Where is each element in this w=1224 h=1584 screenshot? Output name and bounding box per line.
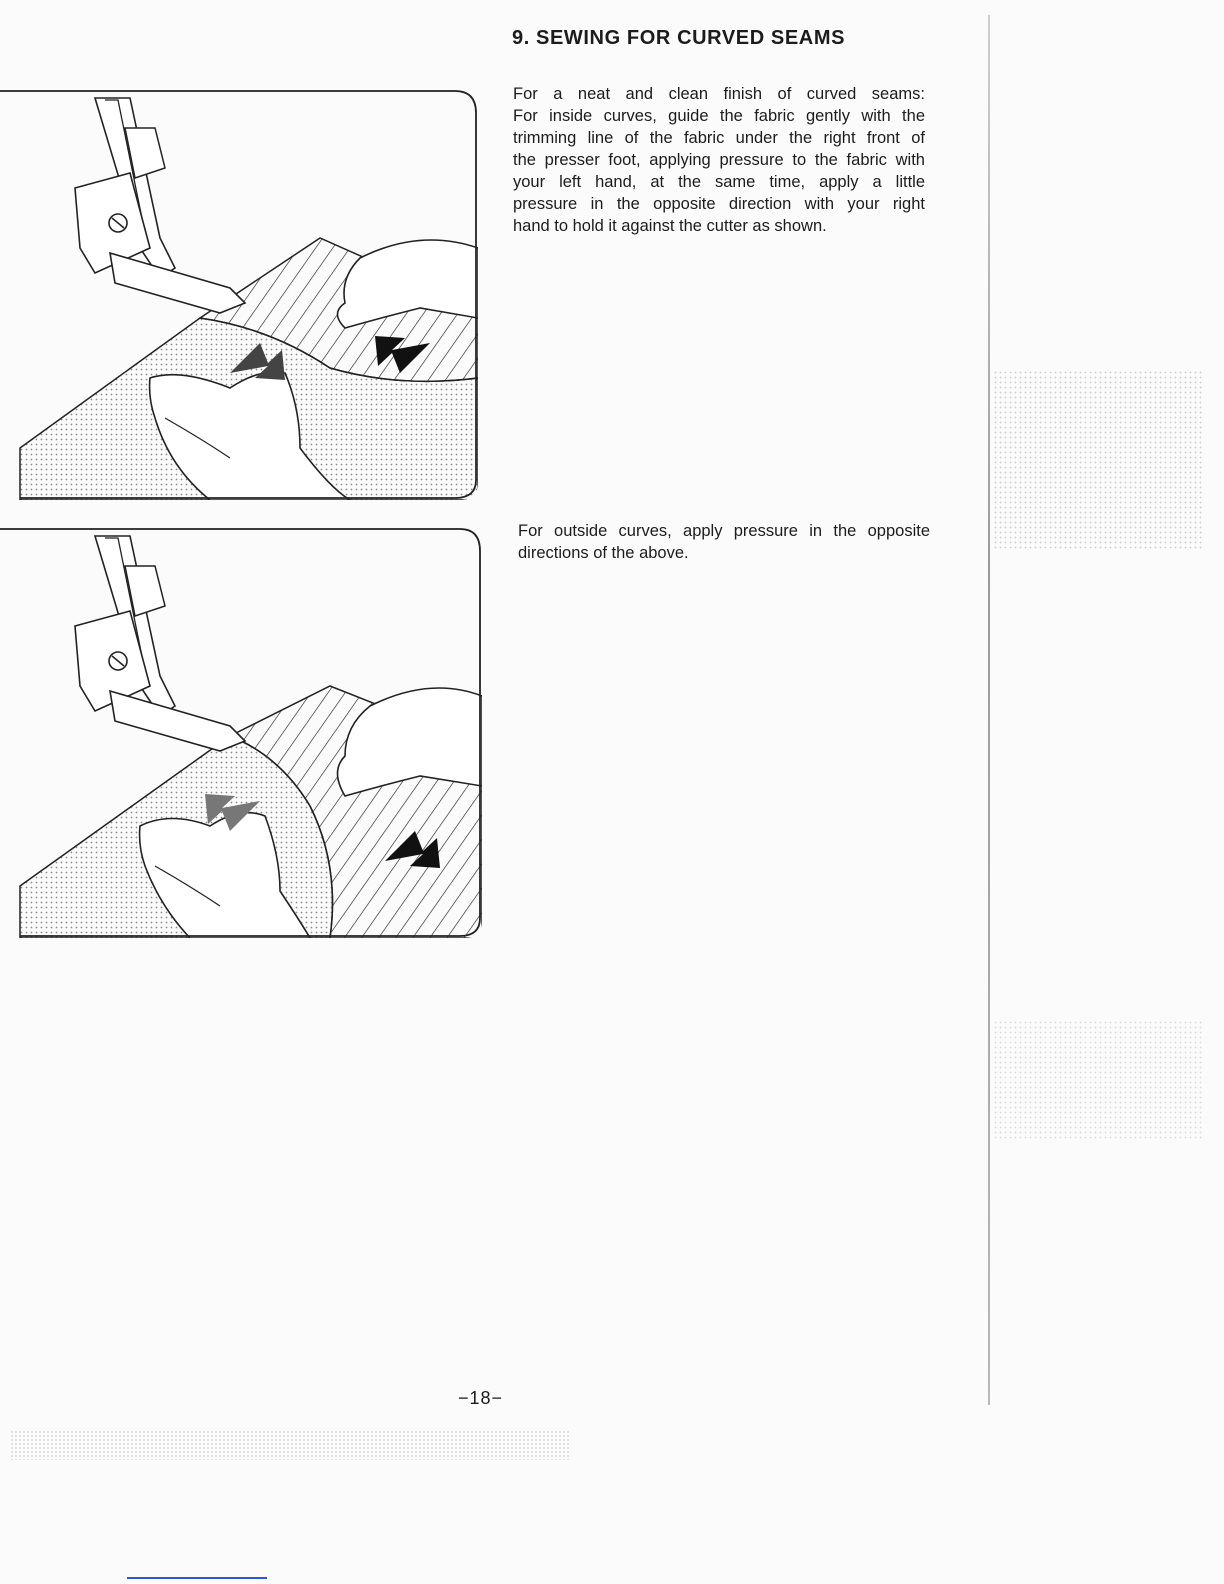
paragraph-line: hand to hold it against the cutter as shown.: [513, 217, 827, 235]
binding-edge-divider: [988, 15, 990, 1405]
paragraph-line: For a neat and clean finish of curved seams:: [513, 85, 925, 103]
paragraph-line: For outside curves, apply pressure in the opposite: [518, 522, 930, 540]
paragraph-line: pressure in the opposite direction with your right: [513, 195, 925, 213]
outside-curve-illustration: [0, 526, 490, 946]
outside-curves-paragraph: [518, 520, 930, 564]
paragraph-line: trimming line of the fabric under the right front of: [513, 129, 925, 147]
scan-noise: [993, 370, 1203, 550]
scan-edge-line: [127, 1577, 267, 1579]
scan-noise: [993, 1020, 1203, 1140]
sewing-inside-curve-icon: [0, 88, 490, 508]
page-number: −18−: [458, 1388, 504, 1408]
scan-noise: [10, 1430, 570, 1460]
paragraph-line: your left hand, at the same time, apply a little: [513, 173, 925, 191]
section-title: 9. SEWING FOR CURVED SEAMS: [512, 27, 846, 49]
paragraph-line: the presser foot, applying pressure to the fabric with: [513, 151, 925, 169]
paragraph-line: For inside curves, guide the fabric gently with the: [513, 107, 925, 125]
inside-curves-paragraph: [513, 83, 925, 237]
inside-curve-illustration: [0, 88, 490, 508]
paragraph-line: directions of the above.: [518, 544, 689, 562]
sewing-outside-curve-icon: [0, 526, 490, 946]
